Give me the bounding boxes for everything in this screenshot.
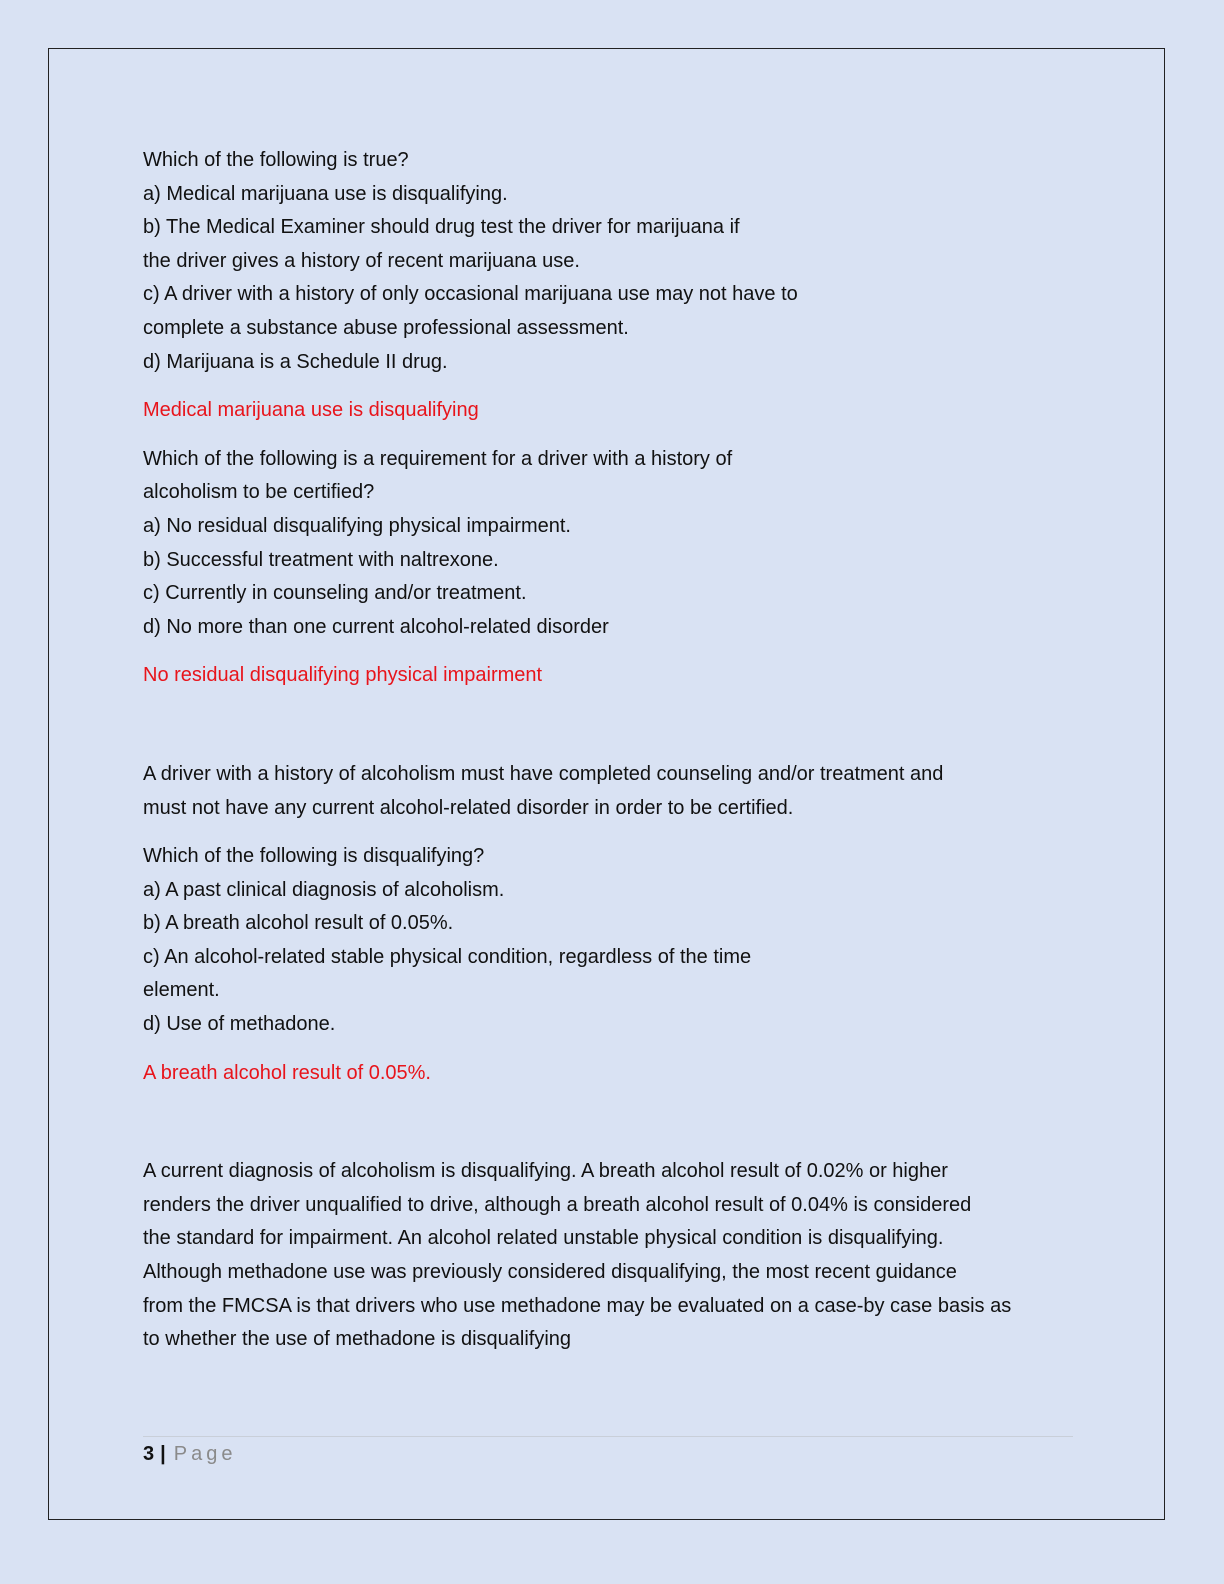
question-3-explanation-line: the standard for impairment. An alcohol related unstable physical condition is disqualifying. [143,1227,944,1250]
question-3 [143,840,1083,1042]
question-1-stem: Which of the following is true? [143,149,409,171]
question-3-option-c-cont: element. [143,979,220,1002]
question-2-explanation [143,758,1083,825]
document-body [143,144,1083,1372]
spacer [143,1105,1083,1155]
question-1-option-b-cont: the driver gives a history of recent marijuana use. [143,249,580,272]
question-3-explanation-line: Although methadone use was previously considered disqualifying, the most recent guidance [143,1261,957,1284]
question-3-option-c: c) An alcohol-related stable physical condition, regardless of the time [143,945,752,968]
question-3-explanation-line: renders the driver unqualified to drive, although a breath alcohol result of 0.04% is considered [143,1193,972,1216]
question-3-answer-text: A breath alcohol result of 0.05%. [143,1061,431,1084]
question-1-answer [143,394,1083,428]
spacer [143,708,1083,758]
question-1-option-b: b) The Medical Examiner should drug test the driver for marijuana if [143,216,740,239]
question-2-stem-cont: alcoholism to be certified? [143,481,375,504]
question-3-option-b: b) A breath alcohol result of 0.05%. [143,912,454,935]
question-2-answer-text: No residual disqualifying physical impairment [143,664,543,687]
question-3-option-a: a) A past clinical diagnosis of alcoholism. [143,878,505,901]
footer-divider [143,1436,1073,1437]
page-number: 3 [143,1443,155,1465]
question-1-option-a: a) Medical marijuana use is disqualifying. [143,182,508,205]
question-2-option-c: c) Currently in counseling and/or treatment. [143,582,527,605]
question-1-answer-text: Medical marijuana use is disqualifying [143,399,479,422]
question-3-explanation-line: from the FMCSA is that drivers who use methadone may be evaluated on a case-by case basis as [143,1294,1012,1317]
question-3-explanation-line: A current diagnosis of alcoholism is disqualifying. A breath alcohol result of 0.02% or higher [143,1160,948,1183]
question-3-answer [143,1057,1083,1091]
question-2 [143,443,1083,645]
question-2-option-d: d) No more than one current alcohol-related disorder [143,615,609,638]
question-1-option-d: d) Marijuana is a Schedule II drug. [143,350,448,373]
question-2-explanation-line: must not have any current alcohol-related disorder in order to be certified. [143,796,794,819]
question-3-explanation [143,1155,1083,1357]
question-2-answer [143,659,1083,693]
question-3-stem: Which of the following is disqualifying? [143,845,485,868]
page-separator: | [160,1443,166,1465]
question-1-option-c-cont: complete a substance abuse professional assessment. [143,316,629,339]
question-1 [143,144,1083,379]
page-label: Page [173,1443,237,1465]
question-1-option-c: c) A driver with a history of only occasional marijuana use may not have to [143,283,798,306]
question-2-option-b: b) Successful treatment with naltrexone. [143,548,499,571]
page-footer [143,1440,236,1468]
question-2-option-a: a) No residual disqualifying physical impairment. [143,514,571,537]
question-2-stem: Which of the following is a requirement for a driver with a history of [143,447,733,470]
question-2-explanation-line: A driver with a history of alcoholism must have completed counseling and/or treatment and [143,762,944,785]
question-3-explanation-line: to whether the use of methadone is disqualifying [143,1328,572,1351]
question-3-option-d: d) Use of methadone. [143,1013,336,1036]
